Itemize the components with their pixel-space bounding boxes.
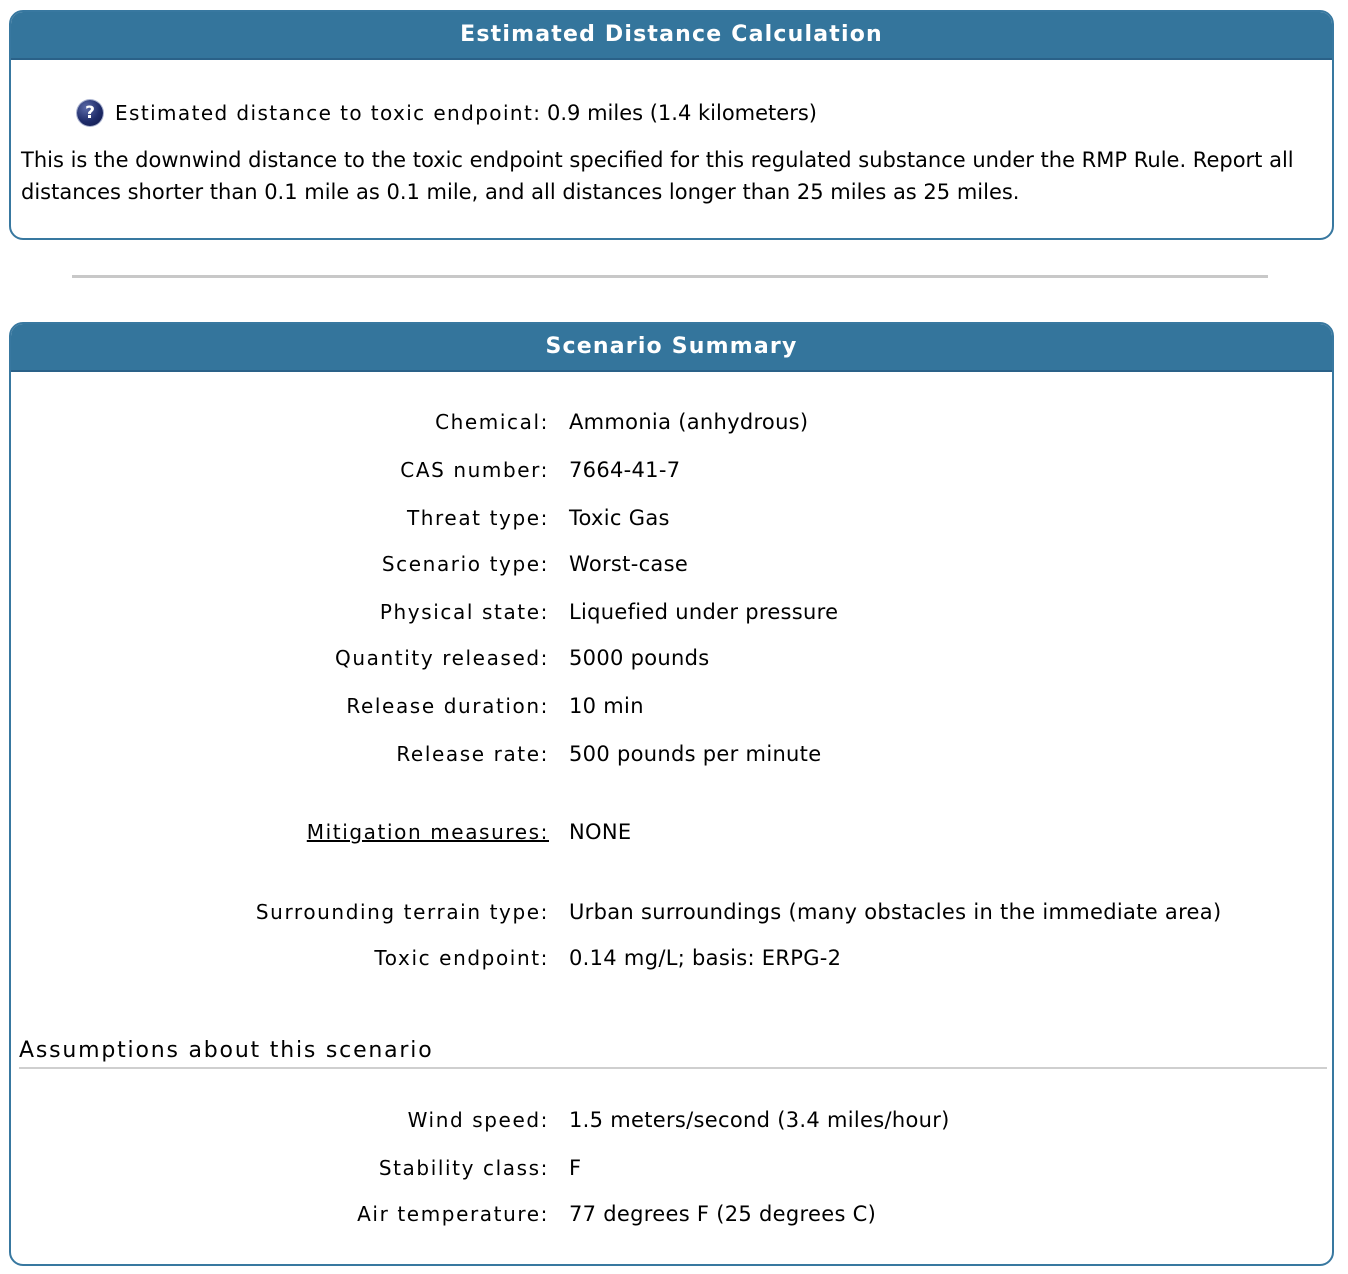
field-value: 10 min — [569, 694, 644, 718]
assumptions-heading: Assumptions about this scenario — [19, 1038, 1327, 1069]
help-icon[interactable]: ? — [77, 100, 103, 126]
field-label: Quantity released: — [335, 646, 549, 670]
field-value: F — [569, 1156, 582, 1180]
field-row-release-rate — [11, 738, 1332, 770]
field-row-quantity-released — [11, 642, 1332, 674]
field-row-toxic-endpoint — [11, 942, 1332, 974]
distance-panel — [9, 10, 1334, 240]
field-label: Chemical: — [435, 410, 549, 434]
mitigation-measures-link[interactable]: Mitigation measures: — [306, 820, 549, 844]
field-row-scenario-type — [11, 548, 1332, 580]
field-row-chemical — [11, 406, 1332, 438]
field-value: 7664-41-7 — [569, 458, 681, 482]
field-label: Physical state: — [379, 600, 549, 624]
field-row-cas-number — [11, 454, 1332, 486]
field-row-air-temperature — [11, 1198, 1332, 1230]
field-label: Release rate: — [396, 742, 549, 766]
summary-panel-title: Scenario Summary — [11, 324, 1332, 372]
distance-panel-title: Estimated Distance Calculation — [11, 12, 1332, 60]
field-value: Liquefied under pressure — [569, 600, 839, 624]
field-value: Ammonia (anhydrous) — [569, 410, 809, 434]
distance-description: This is the downwind distance to the toxic endpoint specified for this regulated substance under the RMP Rule. Report all distances shorter than 0.1 mile as 0.1 mile, and all distances longer than 25 miles as 25 miles. — [21, 148, 1294, 204]
distance-row — [77, 96, 817, 130]
field-row-threat-type — [11, 502, 1332, 534]
field-value: 1.5 meters/second (3.4 miles/hour) — [569, 1108, 950, 1132]
field-value: Urban surroundings (many obstacles in the immediate area) — [569, 900, 1222, 924]
field-label: Scenario type: — [381, 552, 549, 576]
field-label: Toxic endpoint: — [374, 946, 549, 970]
distance-value: 0.9 miles (1.4 kilometers) — [547, 101, 817, 125]
field-label: CAS number: — [400, 458, 549, 482]
field-value: Worst-case — [569, 552, 689, 576]
field-row-release-duration — [11, 690, 1332, 722]
field-label: Air temperature: — [357, 1202, 549, 1226]
field-row-terrain-type — [11, 896, 1332, 928]
field-label: Threat type: — [406, 506, 549, 530]
field-label: Wind speed: — [407, 1108, 549, 1132]
field-label: Surrounding terrain type: — [255, 900, 549, 924]
field-row-stability-class — [11, 1152, 1332, 1184]
field-value: 5000 pounds — [569, 646, 710, 670]
field-row-physical-state — [11, 596, 1332, 628]
summary-panel — [9, 322, 1334, 1266]
field-row-mitigation-measures — [11, 816, 1332, 848]
field-value: 77 degrees F (25 degrees C) — [569, 1202, 877, 1226]
field-value: 500 pounds per minute — [569, 742, 822, 766]
section-divider — [72, 275, 1268, 278]
field-row-wind-speed — [11, 1104, 1332, 1136]
field-value: Toxic Gas — [569, 506, 670, 530]
field-value: NONE — [569, 820, 632, 844]
distance-label: Estimated distance to toxic endpoint: — [115, 101, 542, 125]
field-label: Release duration: — [346, 694, 549, 718]
field-value: 0.14 mg/L; basis: ERPG-2 — [569, 946, 842, 970]
field-label: Stability class: — [378, 1156, 549, 1180]
